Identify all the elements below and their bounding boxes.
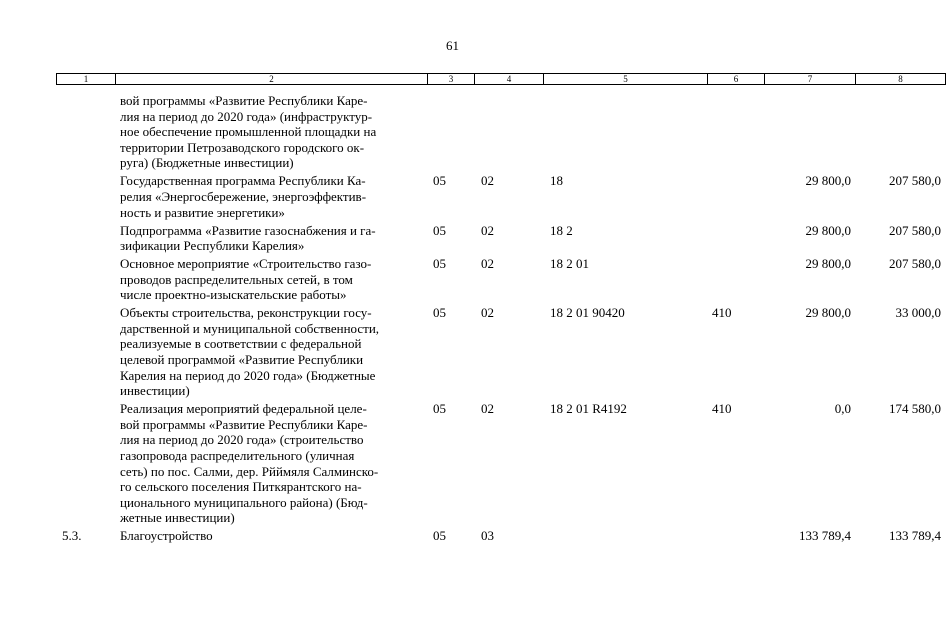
amount-col-7: 29 800,0 — [805, 305, 851, 321]
target-article-code: 18 2 01 90420 — [550, 305, 625, 321]
row-name — [115, 305, 427, 401]
row-name-line: ционального муниципального района) (Бюд- — [120, 494, 368, 510]
amount-col-7: 29 800,0 — [805, 173, 851, 189]
amount-col-8: 207 580,0 — [889, 256, 941, 272]
row-name-line: зификации Республики Карелия» — [120, 238, 305, 254]
section-code — [427, 93, 474, 173]
subsection-code: 02 — [481, 256, 494, 272]
subsection-code: 03 — [481, 528, 494, 544]
row-name — [115, 173, 427, 222]
table-body — [56, 93, 945, 546]
expense-type-code — [707, 223, 764, 257]
page-number: 61 — [446, 38, 459, 53]
target-article-code — [543, 93, 707, 173]
row-number — [56, 401, 115, 528]
header-col-4: 4 — [475, 74, 544, 85]
amount-col-8 — [855, 93, 945, 173]
target-article-code: 18 2 — [550, 222, 573, 238]
row-name-line: числе проектно-изыскательские работы» — [120, 287, 347, 303]
row-name-line: Подпрограмма «Развитие газоснабжения и га- — [120, 222, 376, 238]
subsection-code: 02 — [481, 222, 494, 238]
row-name-line: ность и развитие энергетики» — [120, 204, 285, 220]
table-row — [56, 93, 945, 173]
section-code: 05 — [433, 173, 446, 189]
amount-col-7 — [764, 93, 855, 173]
target-article-code — [543, 528, 707, 546]
row-number — [56, 256, 115, 305]
row-name — [115, 256, 427, 305]
row-name-line: релия «Энергосбережение, энергоэффектив- — [120, 188, 367, 204]
amount-col-8: 174 580,0 — [889, 401, 941, 417]
expense-type-code: 410 — [712, 401, 732, 417]
row-name-line: проводов распределительных сетей, в том — [120, 271, 353, 287]
subsection-code: 02 — [481, 305, 494, 321]
row-name-line: вой программы «Развитие Республики Каре- — [120, 93, 368, 108]
row-name-line: инвестиции) — [120, 383, 190, 399]
target-article-code: 18 2 01 — [550, 256, 589, 272]
header-col-7: 7 — [765, 74, 856, 85]
expense-type-code: 410 — [712, 305, 732, 321]
header-col-1: 1 — [57, 74, 116, 85]
expense-type-code — [707, 528, 764, 546]
row-name-line: Реализация мероприятий федеральной целе- — [120, 401, 367, 417]
row-name-line: Объекты строительства, реконструкции госу- — [120, 305, 372, 321]
column-number-header — [56, 73, 946, 85]
table-row — [56, 528, 945, 546]
amount-col-7: 0,0 — [834, 401, 851, 417]
section-code: 05 — [433, 305, 446, 321]
amount-col-8: 207 580,0 — [889, 222, 941, 238]
amount-col-7: 29 800,0 — [805, 256, 851, 272]
row-name-line: ное обеспечение промышленной площадки на — [120, 124, 377, 140]
row-name-line: Государственная программа Республики Ка- — [120, 173, 366, 189]
amount-col-7: 29 800,0 — [805, 222, 851, 238]
row-number — [56, 305, 115, 401]
section-code: 05 — [433, 256, 446, 272]
header-col-2: 2 — [116, 74, 428, 85]
row-name-line: дарственной и муниципальной собственности, — [120, 320, 380, 336]
row-name-line: лия на период до 2020 года» (строительство — [120, 432, 364, 448]
row-name-line: газопровода распределительного (уличная — [120, 448, 355, 464]
row-name-line: целевой программой «Развитие Республики — [120, 352, 364, 368]
section-code: 05 — [433, 222, 446, 238]
header-col-3: 3 — [428, 74, 475, 85]
header-col-5: 5 — [544, 74, 708, 85]
subsection-code: 02 — [481, 173, 494, 189]
row-name-line: территории Петрозаводского городского ок- — [120, 139, 365, 155]
row-name-line: жетные инвестиции) — [120, 510, 235, 526]
row-name — [115, 93, 427, 173]
row-name-line: вой программы «Развитие Республики Каре- — [120, 416, 368, 432]
table-row — [56, 223, 945, 257]
table-row — [56, 305, 945, 401]
expense-type-code — [707, 173, 764, 222]
row-name-line: лия на период до 2020 года» (инфраструктур- — [120, 108, 373, 124]
section-code: 05 — [433, 528, 446, 544]
subsection-code: 02 — [481, 401, 494, 417]
row-name-line: сеть) по пос. Салми, дер. Рйймяля Салминско- — [120, 463, 379, 479]
expense-type-code — [707, 256, 764, 305]
target-article-code: 18 — [550, 173, 563, 189]
row-name-line: руга) (Бюджетные инвестиции) — [120, 155, 294, 171]
section-code: 05 — [433, 401, 446, 417]
row-name — [115, 223, 427, 257]
row-name-line: Карелия на период до 2020 года» (Бюджетные — [120, 367, 376, 383]
amount-col-8: 33 000,0 — [895, 305, 941, 321]
row-name-line: го сельского поселения Питкярантского на- — [120, 479, 362, 495]
target-article-code: 18 2 01 R4192 — [550, 401, 627, 417]
expense-type-code — [707, 93, 764, 173]
amount-col-8: 133 789,4 — [889, 528, 941, 544]
header-col-8: 8 — [856, 74, 946, 85]
table-row — [56, 256, 945, 305]
row-number — [56, 173, 115, 222]
row-name — [115, 401, 427, 528]
amount-col-7: 133 789,4 — [799, 528, 851, 544]
row-name — [115, 528, 427, 546]
subsection-code — [474, 93, 543, 173]
table-row — [56, 401, 945, 528]
row-number — [56, 223, 115, 257]
amount-col-8: 207 580,0 — [889, 173, 941, 189]
budget-table — [56, 93, 945, 546]
table-row — [56, 173, 945, 222]
header-col-6: 6 — [708, 74, 765, 85]
row-name-line: Основное мероприятие «Строительство газо- — [120, 256, 372, 272]
row-name-line: Благоустройство — [120, 528, 213, 544]
row-number — [56, 93, 115, 173]
row-name-line: реализуемые в соответствии с федеральной — [120, 336, 362, 352]
row-number: 5.3. — [62, 528, 82, 544]
